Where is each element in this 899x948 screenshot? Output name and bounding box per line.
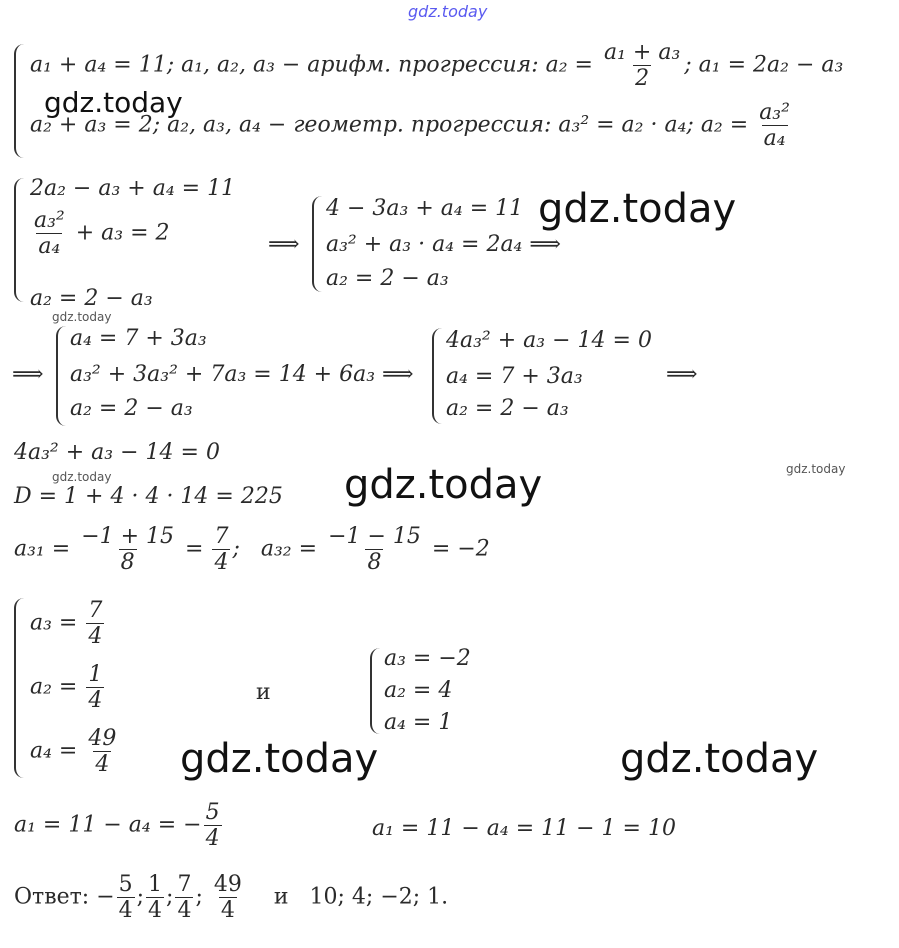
denominator: 8 xyxy=(120,550,135,575)
watermark-top: gdz.today xyxy=(408,2,488,21)
text: a₁ = 11 − a₄ = − xyxy=(14,812,202,838)
fraction xyxy=(602,40,682,91)
fraction xyxy=(326,524,423,575)
text: + a₃ = 2 xyxy=(68,220,170,246)
watermark: gdz.today xyxy=(538,186,737,232)
denominator: 4 xyxy=(118,898,133,923)
fraction xyxy=(212,872,244,923)
numerator: 7 xyxy=(177,872,192,897)
solution1-a3 xyxy=(30,598,106,649)
fraction xyxy=(86,726,118,777)
denominator: 4 xyxy=(177,898,192,923)
system5-line2: a₄ = 7 + 3a₃ xyxy=(446,364,583,389)
denominator: 4 xyxy=(148,898,163,923)
watermark-small: gdz.today xyxy=(52,310,112,324)
fraction xyxy=(86,598,104,649)
system4-line2: a₃² + 3a₃² + 7a₃ = 14 + 6a₃ ⟹ xyxy=(70,362,414,387)
system-brace xyxy=(14,178,24,302)
solution2-a3: a₃ = −2 xyxy=(384,646,471,671)
system4-line1: a₄ = 7 + 3a₃ xyxy=(70,326,207,351)
numerator: −1 − 15 xyxy=(328,524,421,549)
system-brace xyxy=(432,328,442,424)
implies-arrow: ⟹ xyxy=(12,362,44,387)
numerator: 5 xyxy=(118,872,133,897)
implies-arrow: ⟹ xyxy=(268,232,300,257)
text: a₁ + a₄ = 11; a₁, a₂, a₃ − арифм. прогрессия: a₂ = xyxy=(30,52,600,78)
text: a₄ = xyxy=(30,738,85,764)
fraction xyxy=(146,872,164,923)
system1-line2 xyxy=(30,100,794,151)
separator: ; xyxy=(166,884,174,910)
fraction xyxy=(212,524,230,575)
numerator: 1 xyxy=(88,662,103,687)
system4-line3: a₂ = 2 − a₃ xyxy=(70,396,193,421)
denominator: 8 xyxy=(367,550,382,575)
watermark: gdz.today xyxy=(180,736,379,782)
fraction xyxy=(32,208,67,259)
system-brace xyxy=(312,196,322,292)
fraction xyxy=(79,524,176,575)
numerator: 5 xyxy=(205,800,220,825)
discriminant: D = 1 + 4 · 4 · 14 = 225 xyxy=(14,484,283,509)
watermark-small: gdz.today xyxy=(52,470,112,484)
quadratic-equation: 4a₃² + a₃ − 14 = 0 xyxy=(14,440,220,465)
system-brace xyxy=(56,326,66,426)
text: = −2 xyxy=(424,536,490,562)
solution2-a4: a₄ = 1 xyxy=(384,710,453,735)
a1-first xyxy=(14,800,224,851)
denominator: a₄ xyxy=(763,126,786,151)
numerator: 1 xyxy=(148,872,163,897)
numerator: 7 xyxy=(88,598,103,623)
text: a₂ = xyxy=(30,674,85,700)
system-brace xyxy=(14,44,24,158)
system5-line3: a₂ = 2 − a₃ xyxy=(446,396,569,421)
system2-line2 xyxy=(30,208,170,259)
separator: ; xyxy=(136,884,145,910)
numerator: 49 xyxy=(213,872,242,897)
answer-label: Ответ: − xyxy=(14,884,115,910)
text: a₃₂ = xyxy=(260,536,325,562)
text: a₃₁ = xyxy=(14,536,78,562)
system-brace xyxy=(370,648,380,734)
numerator: 49 xyxy=(88,726,117,751)
system2-line3: a₂ = 2 − a₃ xyxy=(30,286,153,311)
fraction xyxy=(86,662,104,713)
separator: ; xyxy=(195,884,203,910)
system-brace xyxy=(14,598,24,778)
denominator: 4 xyxy=(88,624,103,649)
system3-line3: a₂ = 2 − a₃ xyxy=(326,266,449,291)
fraction xyxy=(757,100,792,151)
conjunction: и xyxy=(273,884,289,910)
implies-arrow: ⟹ xyxy=(666,362,698,387)
watermark: gdz.today xyxy=(344,462,543,508)
denominator: 4 xyxy=(95,752,110,777)
system3-line2: a₃² + a₃ · a₄ = 2a₄ ⟹ xyxy=(326,232,561,257)
watermark-small: gdz.today xyxy=(786,462,846,476)
numerator: −1 + 15 xyxy=(81,524,175,549)
text: a₃ = xyxy=(30,610,85,636)
denominator: 2 xyxy=(635,66,650,91)
system2-line1: 2a₂ − a₃ + a₄ = 11 xyxy=(30,176,236,201)
text: ; a₁ = 2a₂ − a₃ xyxy=(684,52,844,78)
roots xyxy=(14,524,490,575)
denominator: 4 xyxy=(88,688,103,713)
watermark: gdz.today xyxy=(620,736,819,782)
denominator: 4 xyxy=(220,898,235,923)
denominator: 4 xyxy=(214,550,229,575)
text: = xyxy=(178,536,211,562)
text: ; xyxy=(232,536,240,562)
system3-line1: 4 − 3a₃ + a₄ = 11 xyxy=(326,196,524,221)
denominator: 4 xyxy=(205,826,220,851)
answer xyxy=(14,872,448,923)
numerator: a₃² xyxy=(34,208,65,233)
text: a₂ + a₃ = 2; a₂, a₃, a₄ − геометр. прогрессия: a₃² = a₂ · a₄; a₂ = xyxy=(30,112,756,138)
solution2-a2: a₂ = 4 xyxy=(384,678,453,703)
system5-line1: 4a₃² + a₃ − 14 = 0 xyxy=(446,328,652,353)
fraction xyxy=(204,800,222,851)
solution1-a4 xyxy=(30,726,120,777)
numerator: a₁ + a₃ xyxy=(603,40,681,65)
answer-second: 10; 4; −2; 1. xyxy=(309,884,449,910)
solution1-a2 xyxy=(30,662,106,713)
fraction xyxy=(117,872,135,923)
numerator: 7 xyxy=(214,524,229,549)
conjunction: и xyxy=(256,680,271,705)
system1-line1 xyxy=(30,40,843,91)
watermark: gdz.today xyxy=(44,86,183,119)
numerator: a₃² xyxy=(759,100,790,125)
a1-second: a₁ = 11 − a₄ = 11 − 1 = 10 xyxy=(372,816,676,841)
fraction xyxy=(175,872,193,923)
denominator: a₄ xyxy=(38,234,61,259)
